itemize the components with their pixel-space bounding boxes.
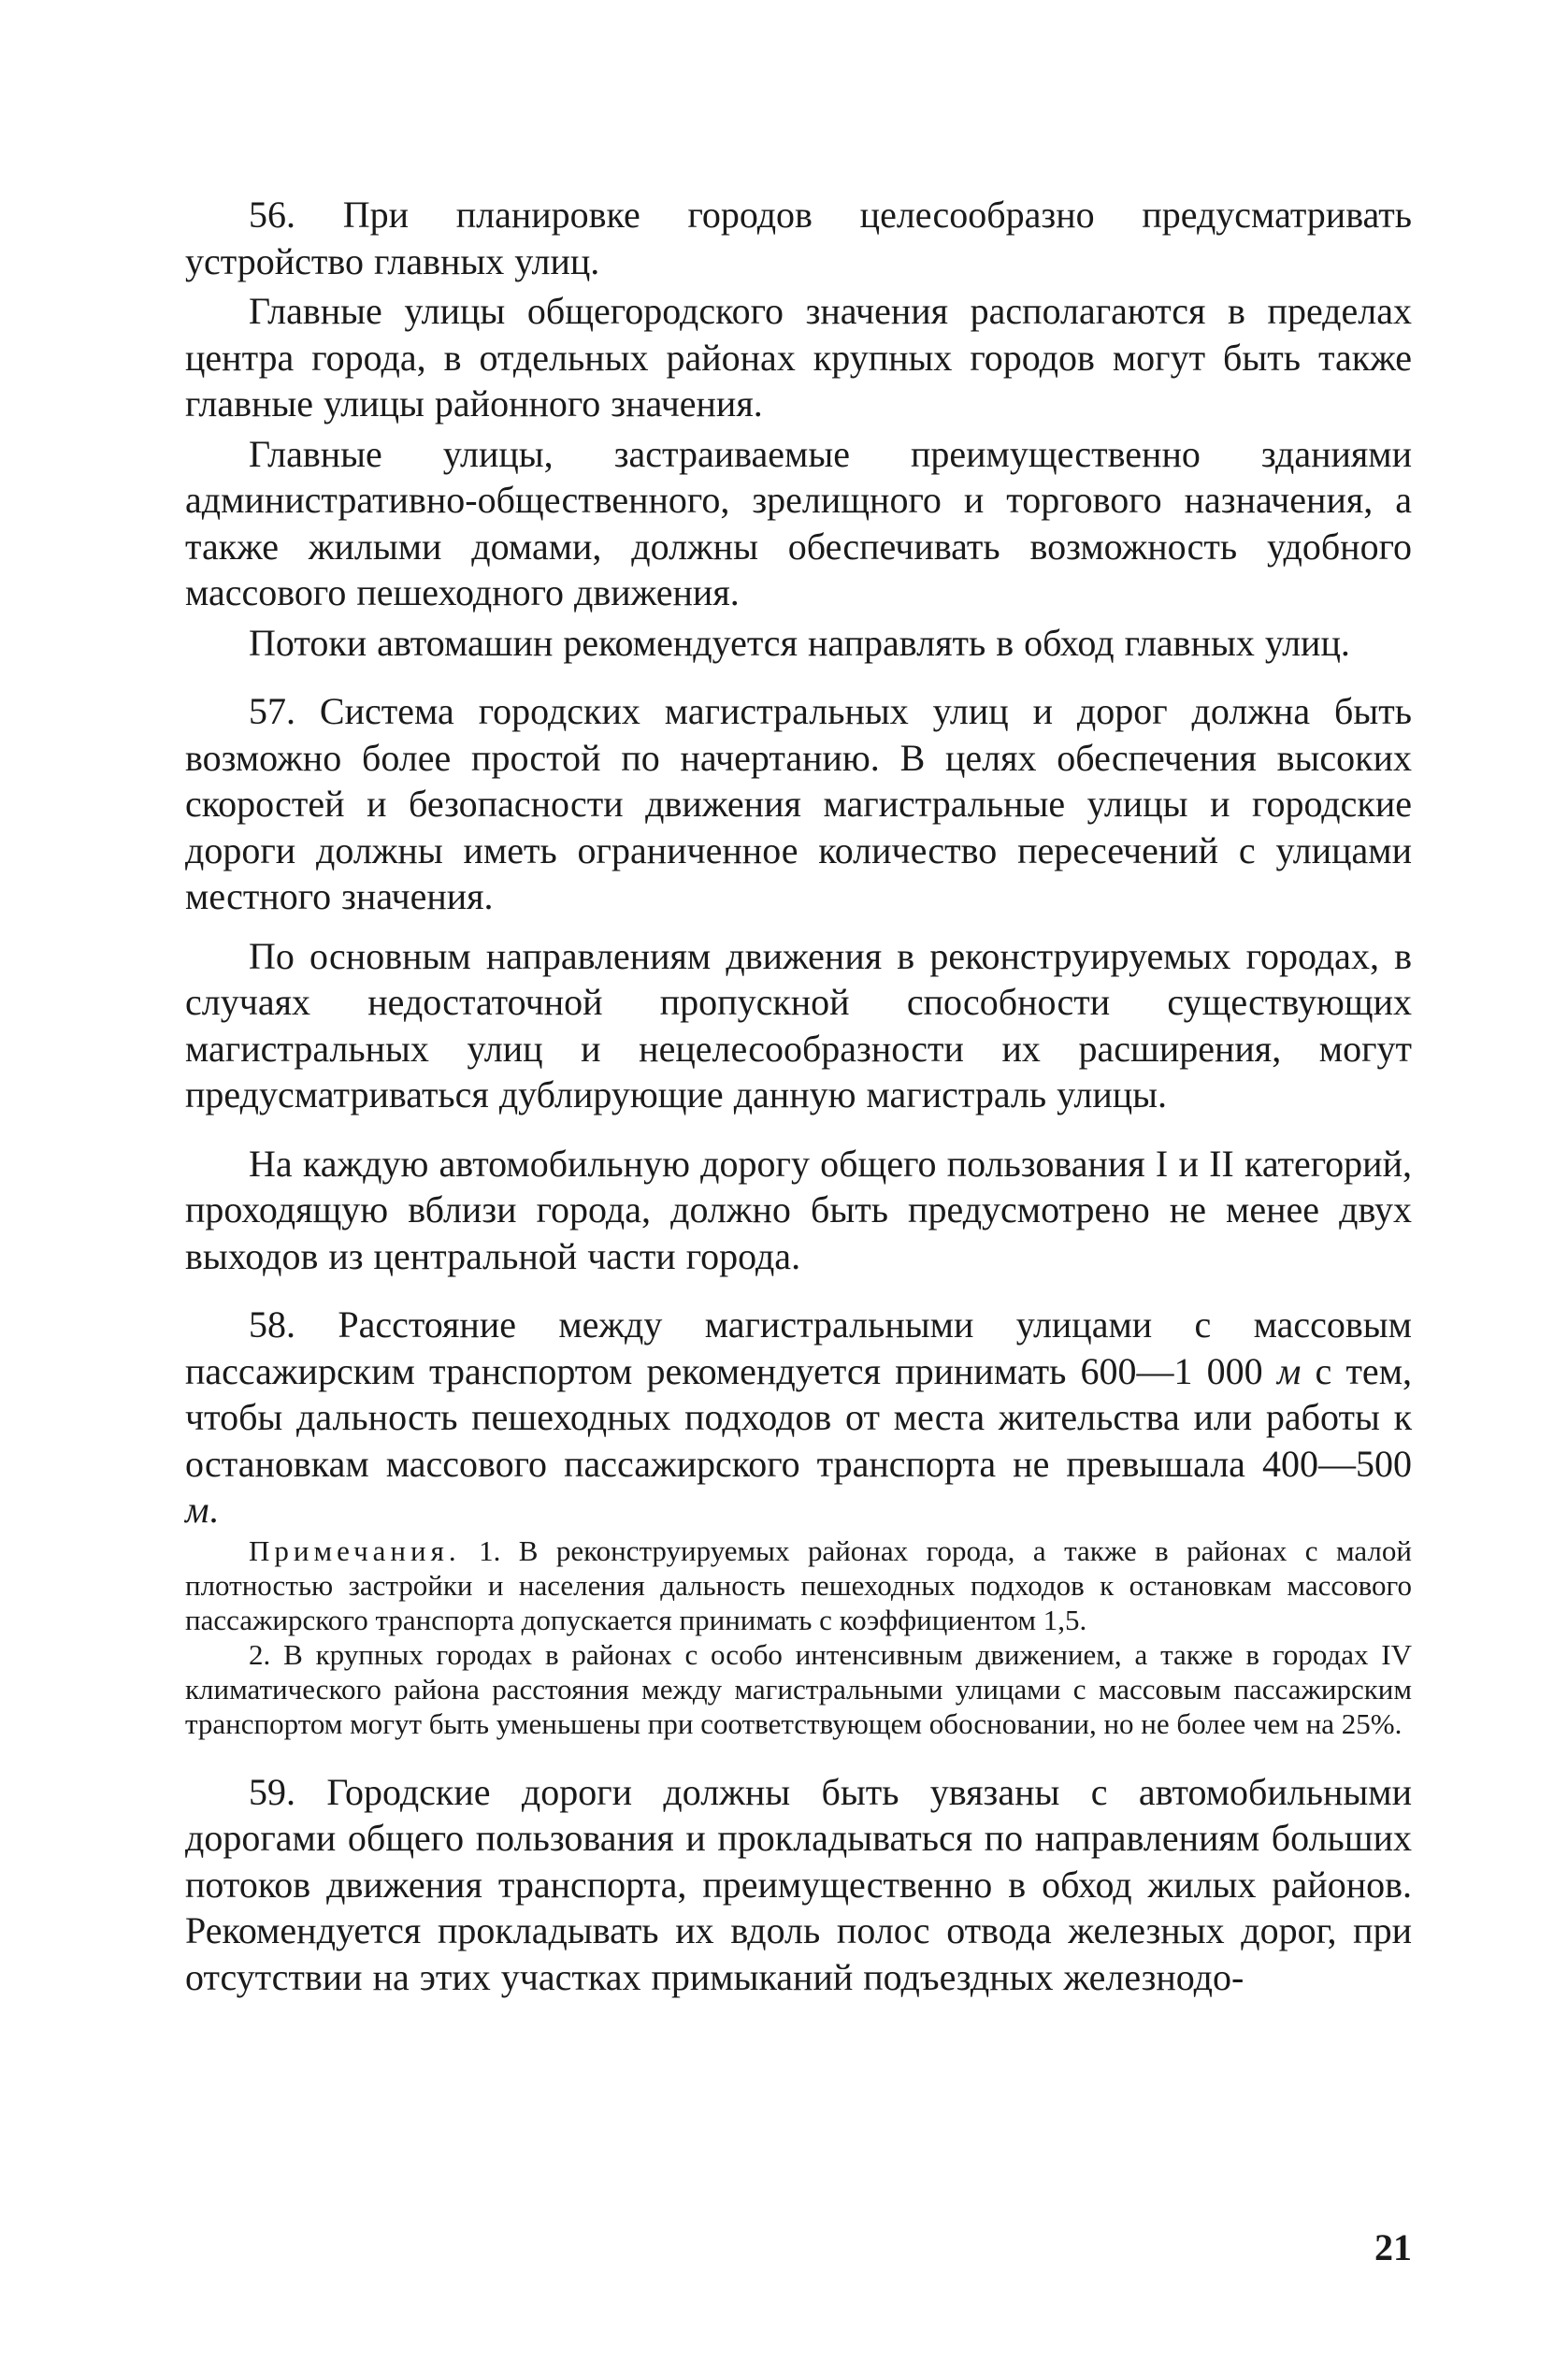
paragraph-56-intro: 56. При планировке городов целесообразно предусматривать устройство главных улиц. [185, 194, 1412, 282]
paragraph-57-street-system: 57. Система городских магистральных улиц и дорог должна быть возможно более простой по начертанию. В целях обеспечения высоких скоростей и безопасности движения магистральные улицы и городские дороги должны иметь ограниченное количество пересечений с улицами местного значения. [185, 690, 1412, 917]
note-1-text: 1. В реконструируемых районах города, а также в районах с малой плотностью застройки и населения дальность пешеходных подходов к остановкам массового пассажирского транспорта допускается принимать с коэффициентом 1,5. [185, 1533, 1412, 1636]
unit-meters: м [1276, 1349, 1302, 1392]
unit-meters: м [185, 1489, 209, 1531]
note-2: 2. В крупных городах в районах с особо интенсивным движением, а также в городах IV климатического района расстояния между магистральными улицами с массовым пассажирским транспортом могут быть уменьшены при соответствующем обосновании, но не более чем на 25%. [185, 1637, 1412, 1740]
paragraph-59-city-roads: 59. Городские дороги должны быть увязаны с автомобильными дорогами общего пользования и прокладываться по направлениям больших потоков движения транспорта, преимущественно в обход жилых районов. Рекомендуется прокладывать их вдоль полос отвода железных дорог, при отсутствии на этих участках примыканий подъездных железнодо- [185, 1770, 1412, 1998]
paragraph-58-distance [185, 1302, 1412, 1533]
paragraph-56-main-streets-buildings: Главные улицы, застраиваемые преимущественно зданиями административно-общественного, зрелищного и торгового назначения, а также жилыми домами, должны обеспечивать возможность удобного массового пешеходного движения. [185, 432, 1412, 613]
paragraph-57-road-exits: На каждую автомобильную дорогу общего пользования I и II категорий, проходящую вблизи города, должно быть предусмотрено не менее двух выходов из центральной части города. [185, 1142, 1412, 1277]
note-1 [185, 1533, 1412, 1637]
paragraph-57-duplicate-streets: По основным направлениям движения в реконструируемых городах, в случаях недостаточной пропускной способности существующих магистральных улиц и нецелесообразности их расширения, могут предусматриваться дублирующие данную магистраль улицы. [185, 934, 1412, 1116]
paragraph-56-main-streets-location: Главные улицы общегородского значения располагаются в пределах центра города, в отдельных районах крупных городов могут быть также главные улицы районного значения. [185, 290, 1412, 425]
paragraph-58-text-b: с тем, чтобы дальность пешеходных подходов от места жительства или работы к остановкам массового пассажирского транспорта не превышала 400—500 [185, 1349, 1412, 1485]
paragraph-58-text-a: 58. Расстояние между магистральными улицами с массовым пассажирским транспортом рекомендуется принимать 600—1 000 [185, 1303, 1412, 1392]
paragraph-56-traffic-bypass: Потоки автомашин рекомендуется направлять в обход главных улиц. [249, 621, 1350, 664]
notes-heading: Примечания. [249, 1533, 461, 1567]
page-number: 21 [1374, 2226, 1412, 2268]
paragraph-58-text-c: . [209, 1489, 219, 1531]
document-page [185, 192, 1412, 2342]
